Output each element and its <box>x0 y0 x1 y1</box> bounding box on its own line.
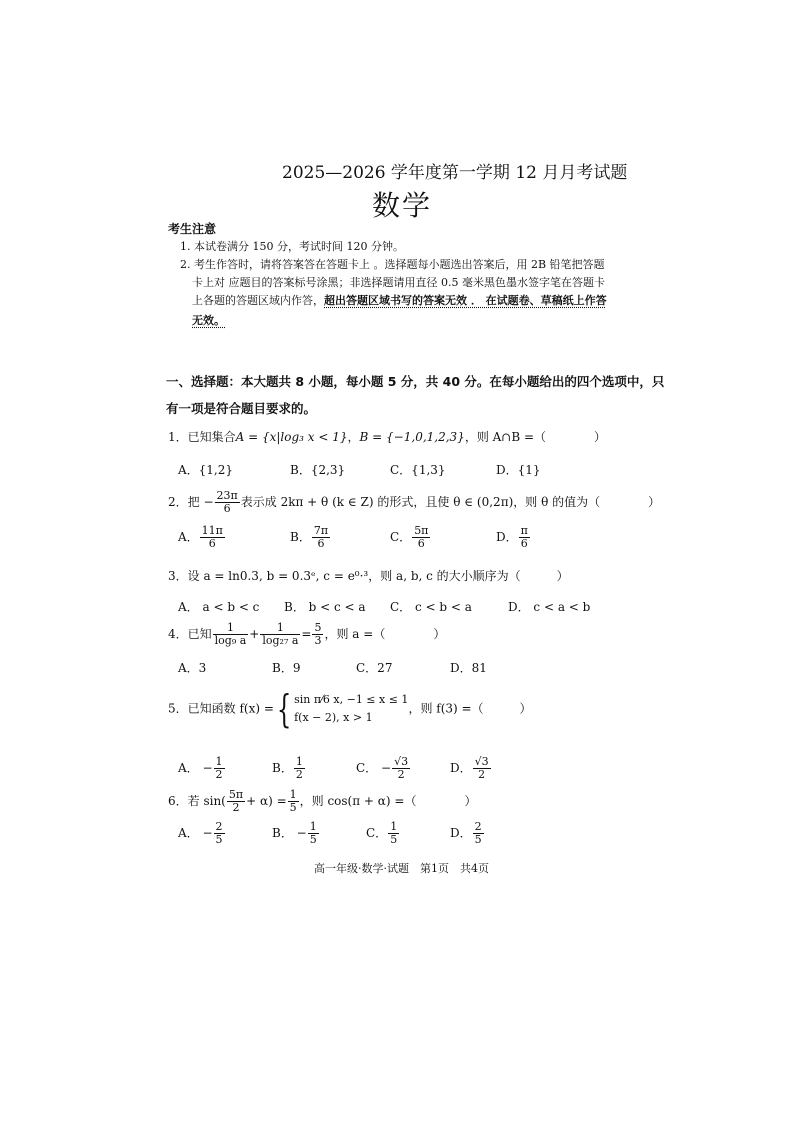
q6-option-b <box>272 821 320 846</box>
q2-d-label: D． <box>496 530 518 545</box>
q6-d-frac <box>473 821 484 846</box>
notice-item-2-plain: 上各题的答题区域内作答， <box>192 294 324 307</box>
q5-d-num: √3 <box>474 755 489 768</box>
q5-option-d <box>450 756 492 781</box>
question-1 <box>168 428 606 445</box>
q5-d-den: 2 <box>478 768 486 782</box>
question-6 <box>168 789 476 814</box>
q4-frac-3 <box>312 622 323 647</box>
q6-a-den: 5 <box>215 833 223 847</box>
q6-rhs-frac <box>288 789 299 814</box>
q4-frac-1 <box>213 622 249 647</box>
question-4 <box>168 622 445 647</box>
q2-option-a <box>178 525 226 550</box>
q1-tail: ，则 A∩B =（ ） <box>464 430 607 444</box>
q6-a-label: A． − <box>178 826 213 841</box>
q3-option-a: A． a < b < c <box>178 600 260 614</box>
q1-option-c: C．{1,3} <box>390 463 446 477</box>
q5-b-num: 1 <box>295 755 303 768</box>
q1-option-a: A．{1,2} <box>178 463 234 477</box>
q6-b-frac <box>308 821 319 846</box>
q4-option-a: A．3 <box>178 661 207 675</box>
q6-rhs-den: 5 <box>289 801 297 815</box>
q6-tail: ，则 cos(π + α) =（ ） <box>299 794 477 809</box>
q1-set-a: A = {x|log₃ x < 1} <box>235 430 348 444</box>
q2-c-label: C． <box>390 530 412 545</box>
q2-mid: 表示成 2kπ + θ (k ∈ Z) 的形式，且使 θ ∈ (0,2π)，则 θ 的值为（ ） <box>240 495 661 510</box>
notice-item-1: 1. 本试卷满分 150 分，考试时间 120 分钟。 <box>180 240 404 253</box>
q2-den: 6 <box>223 502 231 516</box>
q3-option-b: B． b < c < a <box>284 600 366 614</box>
q2-b-den: 6 <box>317 537 325 551</box>
q6-b-den: 5 <box>309 833 317 847</box>
q6-b-label: B． − <box>272 826 307 841</box>
q6-c-den: 5 <box>390 833 398 847</box>
notice-heading: 考生注意 <box>168 222 217 236</box>
q1-mid: ， <box>347 430 360 444</box>
q2-fraction <box>215 490 240 515</box>
q5-a-label: A． − <box>178 761 213 776</box>
q2-d-num: π <box>520 524 528 537</box>
q2-b-frac <box>312 525 330 550</box>
q4-f1-den: log₉ a <box>214 634 247 648</box>
q5-tail: ，则 f(3) =（ ） <box>408 701 532 716</box>
q1-option-d: D．{1} <box>496 463 541 477</box>
q6-inner-den: 2 <box>232 801 240 815</box>
q2-option-d <box>496 525 531 550</box>
q2-option-b <box>290 525 331 550</box>
q6-option-c <box>366 821 400 846</box>
q5-cases <box>294 691 408 726</box>
question-3: 3．设 a = ln0.3, b = 0.3ᵉ, c = e⁰·³，则 a, b, c 的大小顺序为（ ） <box>168 569 569 583</box>
q5-a-num: 1 <box>215 755 223 768</box>
q5-option-b <box>272 756 306 781</box>
q5-a-den: 2 <box>215 768 223 782</box>
q6-option-a <box>178 821 226 846</box>
q2-option-c <box>390 525 431 550</box>
q4-f3-den: 3 <box>314 634 322 648</box>
q5-prefix: 5．已知函数 f(x) = <box>168 701 274 716</box>
q6-inner-tail: + α) = <box>246 794 287 809</box>
q5-option-a <box>178 756 226 781</box>
subject-title: 数学 <box>372 189 433 222</box>
q2-d-den: 6 <box>520 537 528 551</box>
q6-d-label: D． <box>450 826 472 841</box>
q4-prefix: 4．已知 <box>168 627 212 642</box>
q2-c-den: 6 <box>417 537 425 551</box>
page-footer: 高一年级·数学·试题 第1页 共4页 <box>314 862 489 875</box>
q6-c-num: 1 <box>390 820 398 833</box>
q1-set-b: B = {−1,0,1,2,3} <box>359 430 465 444</box>
q4-option-d: D．81 <box>450 661 487 675</box>
q6-inner-num: 5π <box>228 788 244 801</box>
q4-plus: + <box>249 627 260 642</box>
q4-f2-num: 1 <box>260 622 300 635</box>
q2-a-label: A． <box>178 530 199 545</box>
q2-d-frac <box>519 525 530 550</box>
q6-rhs-num: 1 <box>289 788 297 801</box>
q5-c-num: √3 <box>394 755 409 768</box>
q5-c-label: C． − <box>356 761 392 776</box>
q6-inner-frac <box>227 789 245 814</box>
q5-case-2: f(x − 2), x > 1 <box>294 711 373 724</box>
q2-b-num: 7π <box>313 524 329 537</box>
q4-f3-num: 5 <box>314 621 322 634</box>
q6-c-label: C． <box>366 826 388 841</box>
exam-title: 2025—2026 学年度第一学期 12 月月考试题 <box>282 163 628 183</box>
q6-c-frac <box>388 821 399 846</box>
q5-option-c <box>356 756 411 781</box>
q3-option-c: C． c < b < a <box>390 600 472 614</box>
q6-a-num: 2 <box>215 820 223 833</box>
q6-prefix: 6．若 sin( <box>168 794 226 809</box>
q5-b-den: 2 <box>295 768 303 782</box>
q5-case-1: sin π⁄6 x, −1 ≤ x ≤ 1 <box>294 693 409 707</box>
q5-c-den: 2 <box>397 768 405 782</box>
q4-f2-den: log₂₇ a <box>262 634 299 648</box>
q4-frac-2 <box>260 622 300 647</box>
q6-d-den: 5 <box>474 833 482 847</box>
notice-item-2-bold: 超出答题区域书写的答案无效 ． 在试题卷、草稿纸上作答 <box>324 294 607 307</box>
q5-a-frac <box>214 756 225 781</box>
notice-item-2-bold-end: 无效。 <box>192 314 225 327</box>
q5-c-frac <box>392 756 410 781</box>
q6-d-num: 2 <box>474 820 482 833</box>
q5-brace: { <box>276 687 292 731</box>
q4-option-b: B．9 <box>272 661 301 675</box>
q2-a-num: 11π <box>201 524 223 537</box>
q2-prefix: 2．把 − <box>168 495 214 510</box>
question-5 <box>168 687 532 731</box>
q4-f1-num: 1 <box>213 622 249 635</box>
q2-a-den: 6 <box>208 537 216 551</box>
question-2 <box>168 490 660 515</box>
q5-b-label: B． <box>272 761 293 776</box>
q4-option-c: C．27 <box>356 661 393 675</box>
notice-item-2-line-4 <box>192 312 225 328</box>
q1-prefix: 1．已知集合 <box>168 430 236 444</box>
q6-b-num: 1 <box>309 820 317 833</box>
q5-d-label: D． <box>450 761 472 776</box>
q6-a-frac <box>214 821 225 846</box>
notice-item-2-line-2: 卡上对 应题目的答案标号涂黑；非选择题请用直径 0.5 毫米黑色墨水签字笔在答题卡 <box>192 276 605 289</box>
section-1-heading-line-2: 有一项是符合题目要求的。 <box>166 401 317 416</box>
q2-num: 23π <box>216 489 238 502</box>
notice-item-2-line-1: 2. 考生作答时，请将答案答在答题卡上 。选择题每小题选出答案后，用 2B 铅笔把答题 <box>180 258 605 271</box>
q5-b-frac <box>294 756 305 781</box>
notice-item-2-line-3 <box>192 292 607 308</box>
q4-eq: = <box>301 627 312 642</box>
q2-c-frac <box>412 525 430 550</box>
q2-c-num: 5π <box>414 524 429 537</box>
section-1-heading-line-1: 一、选择题：本大题共 8 小题，每小题 5 分，共 40 分。在每小题给出的四个选项中，只 <box>166 374 665 389</box>
q3-option-d: D． c < a < b <box>508 600 591 614</box>
q4-tail: ，则 a =（ ） <box>324 627 446 642</box>
q2-b-label: B． <box>290 530 311 545</box>
q5-d-frac <box>473 756 491 781</box>
q2-a-frac <box>200 525 225 550</box>
q6-option-d <box>450 821 485 846</box>
q1-option-b: B．{2,3} <box>290 463 346 477</box>
